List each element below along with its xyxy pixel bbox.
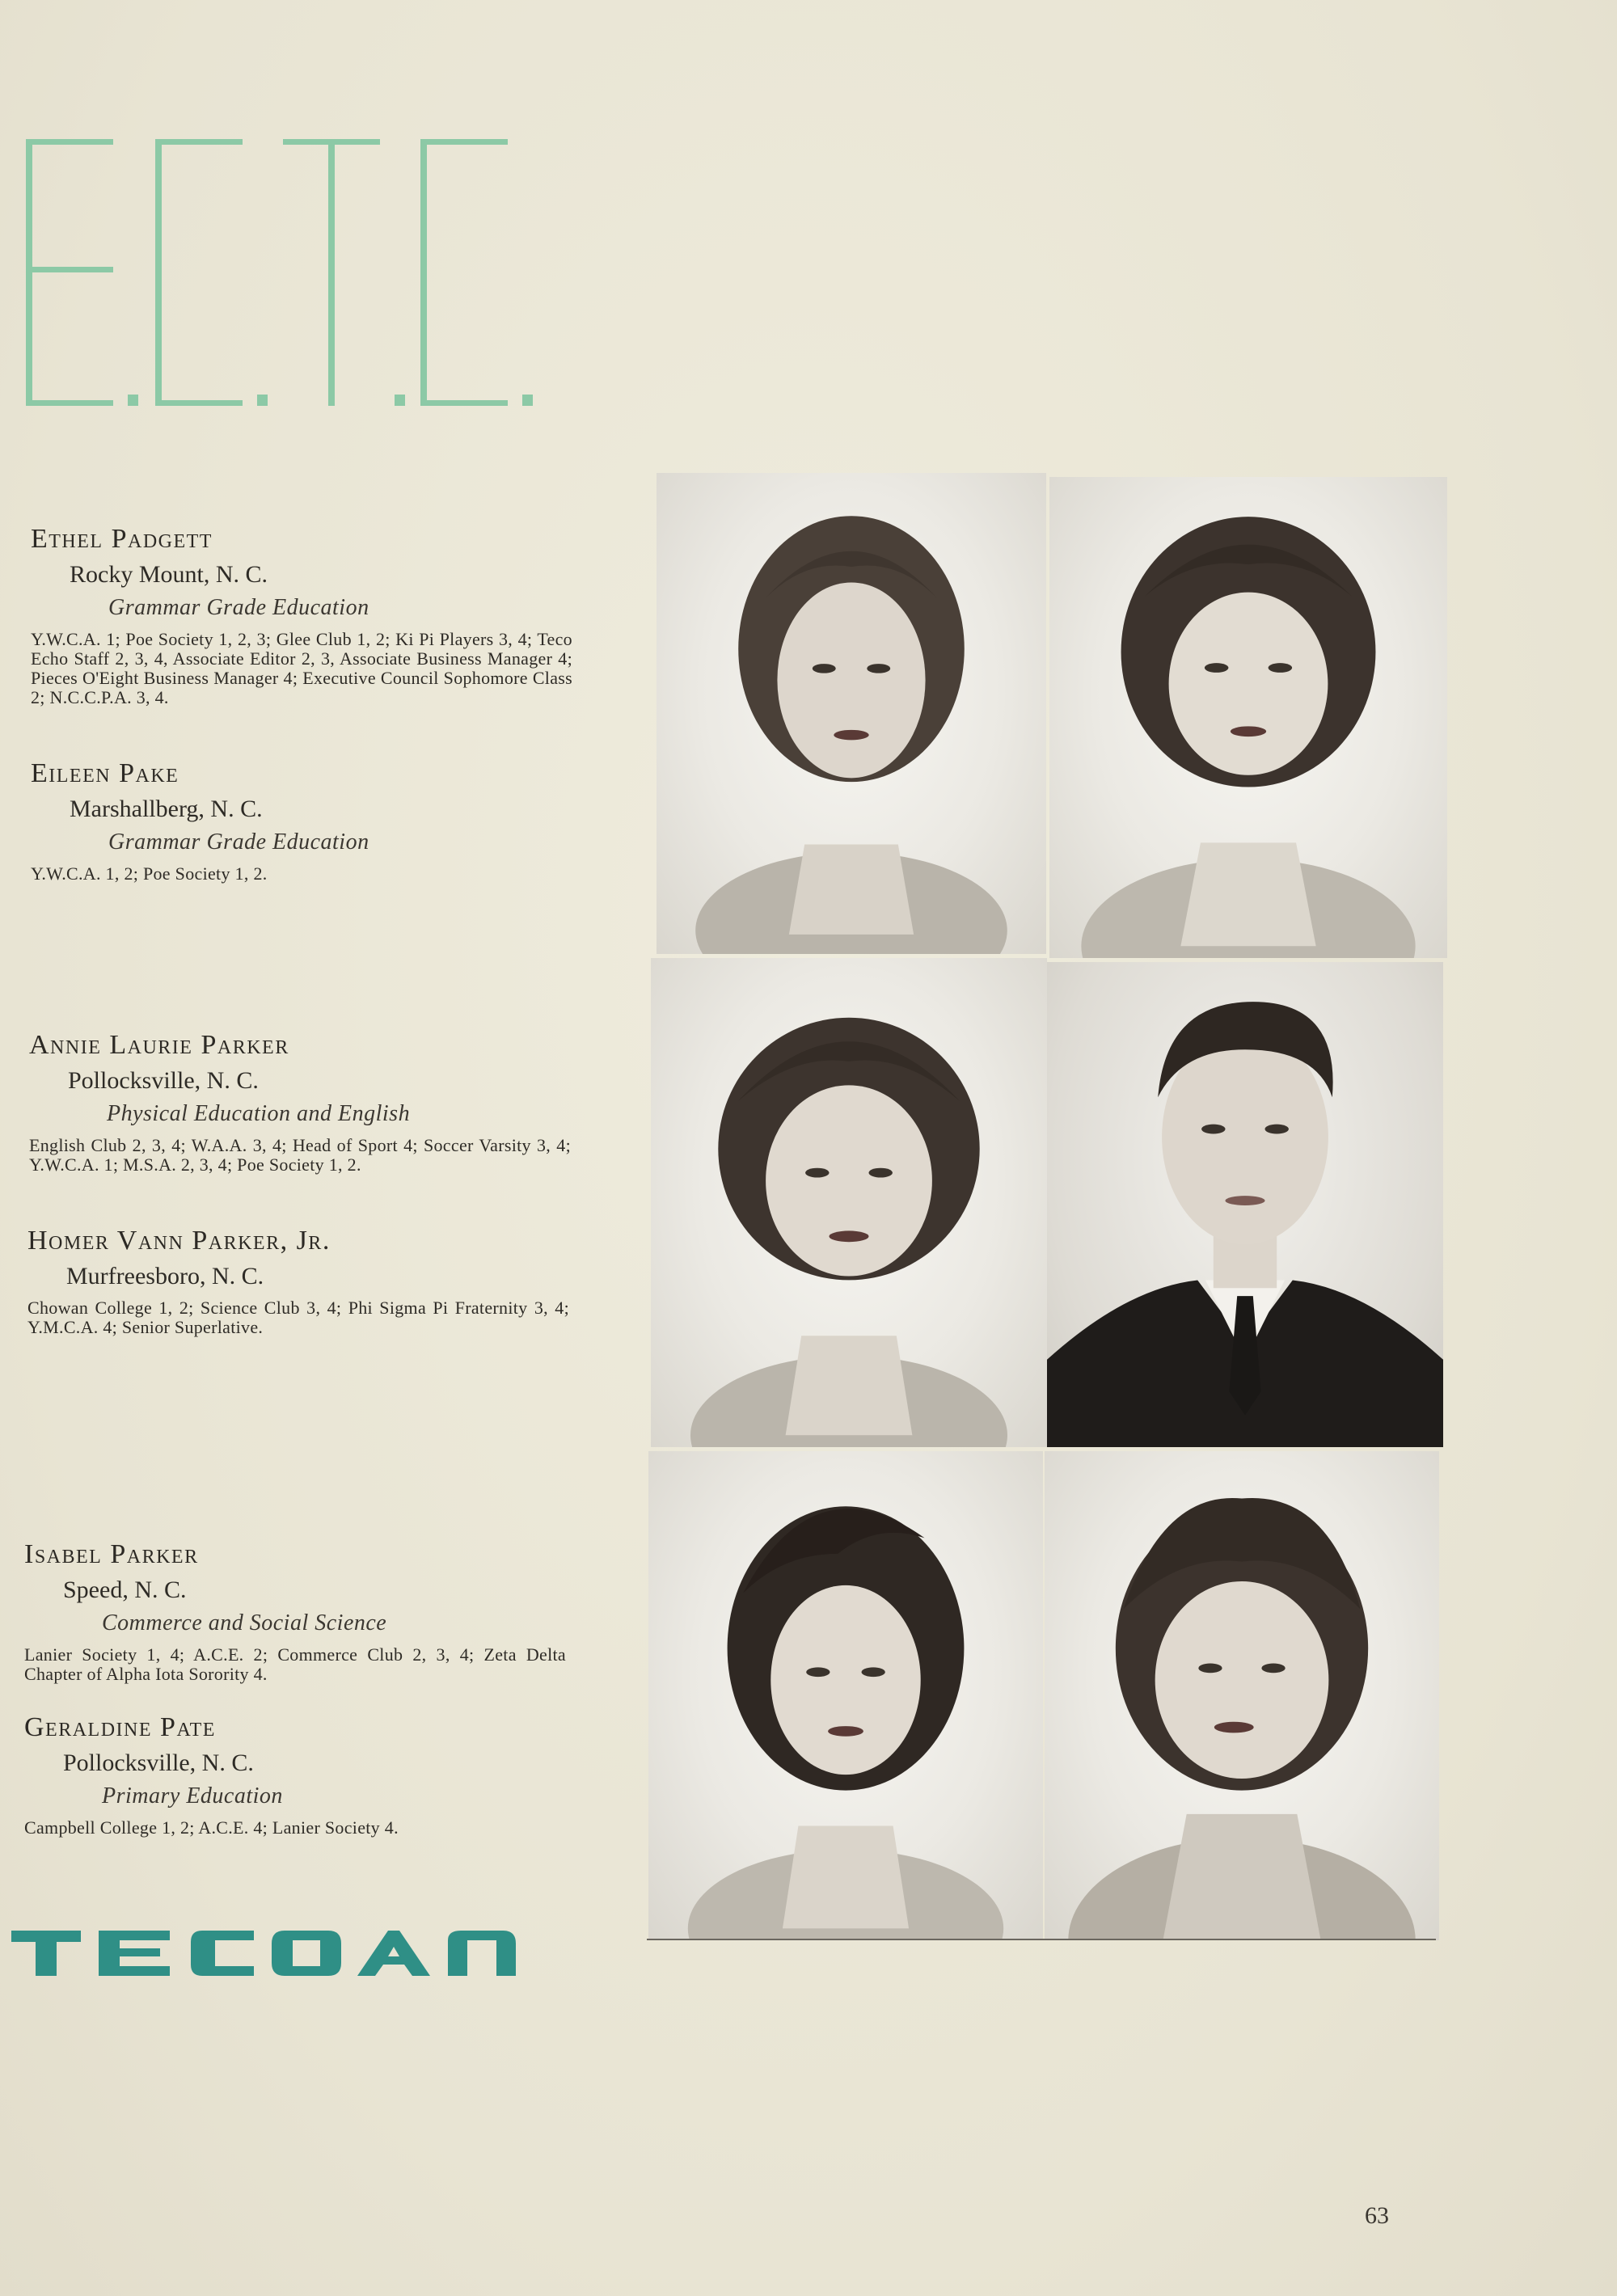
student-entry: [29, 1030, 595, 1175]
student-hometown: Rocky Mount, N. C.: [70, 561, 268, 589]
divider-line: [647, 1939, 1436, 1940]
page-number: 63: [1365, 2202, 1389, 2229]
student-entry: [27, 1226, 593, 1337]
student-activities: Y.W.C.A. 1; Poe Society 1, 2, 3; Glee Club 1, 2; Ki Pi Players 3, 4; Teco Echo Staff 2, 3, 4, Associate Editor 2, 3, Associate Business Manager 4; Pieces O'Eight Business Manager 4; Executive Council Sophomore Class 2; N.C.C.P.A. 3, 4.: [31, 628, 572, 707]
student-activities: English Club 2, 3, 4; W.A.A. 3, 4; Head of Sport 4; Soccer Varsity 3, 4; Y.W.C.A. 1; M.S.A. 2, 3, 4; Poe Society 1, 2.: [29, 1134, 571, 1175]
student-activities: Lanier Society 1, 4; A.C.E. 2; Commerce Club 2, 3, 4; Zeta Delta Chapter of Alpha Iota Sorority 4.: [24, 1644, 566, 1684]
student-name: Ethel Padgett: [31, 524, 213, 554]
student-major: Grammar Grade Education: [108, 829, 369, 855]
student-entry: [24, 1539, 590, 1684]
student-entry: [31, 758, 597, 884]
student-major: Primary Education: [102, 1783, 283, 1809]
student-major: Grammar Grade Education: [108, 595, 369, 621]
portrait-photo: [1049, 477, 1447, 958]
student-hometown: Pollocksville, N. C.: [68, 1067, 259, 1095]
student-hometown: Marshallberg, N. C.: [70, 796, 263, 823]
ectc-logo: [26, 139, 551, 410]
student-major: Commerce and Social Science: [102, 1610, 387, 1636]
tecoan-logo: [11, 1924, 529, 1979]
student-name: Annie Laurie Parker: [29, 1030, 289, 1060]
portrait-photo: [657, 473, 1046, 954]
portrait-photo: [651, 958, 1047, 1447]
student-name: Homer Vann Parker, Jr.: [27, 1226, 331, 1256]
student-hometown: Speed, N. C.: [63, 1576, 187, 1604]
portrait-photo: [648, 1451, 1043, 1940]
student-hometown: Murfreesboro, N. C.: [66, 1263, 264, 1290]
portrait-photo: [1047, 962, 1443, 1447]
student-name: Eileen Pake: [31, 758, 179, 788]
student-hometown: Pollocksville, N. C.: [63, 1749, 254, 1777]
student-activities: Y.W.C.A. 1, 2; Poe Society 1, 2.: [31, 863, 268, 884]
student-name: Geraldine Pate: [24, 1712, 216, 1742]
student-entry: [24, 1712, 590, 1838]
student-name: Isabel Parker: [24, 1539, 199, 1569]
portrait-photo: [1045, 1451, 1439, 1940]
student-major: Physical Education and English: [107, 1101, 411, 1127]
student-activities: Chowan College 1, 2; Science Club 3, 4; Phi Sigma Pi Fraternity 3, 4; Y.M.C.A. 4; Senior Superlative.: [27, 1298, 569, 1338]
student-activities: Campbell College 1, 2; A.C.E. 4; Lanier Society 4.: [24, 1817, 399, 1838]
student-entry: [31, 524, 597, 707]
